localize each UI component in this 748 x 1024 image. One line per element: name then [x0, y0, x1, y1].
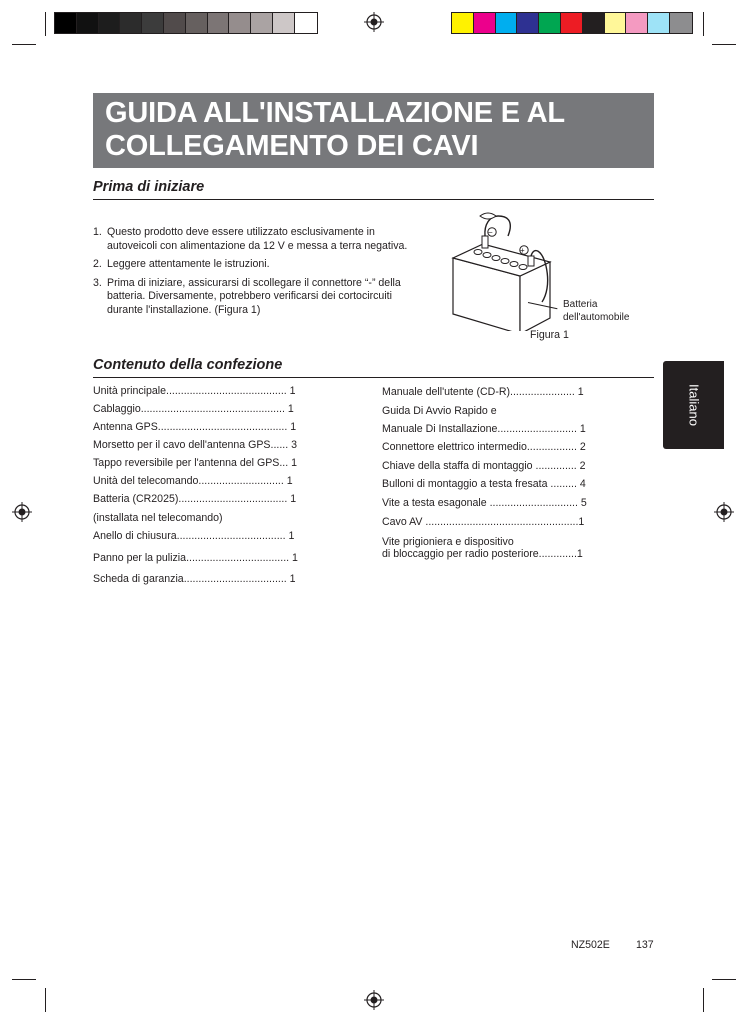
contents-item-quantity: ..................................... 1	[178, 493, 297, 505]
contents-item-quantity: ......................................... 1	[166, 385, 296, 397]
crop-mark	[703, 12, 704, 36]
contents-item	[93, 573, 296, 585]
contents-item-quantity: ................................... 1	[183, 573, 296, 585]
contents-item	[93, 493, 296, 505]
contents-item	[93, 421, 296, 433]
color-swatch	[583, 13, 605, 33]
figure-label-line-2: dell'automobile	[563, 311, 630, 323]
contents-item-quantity: .............1	[538, 548, 583, 560]
contents-item-label: Scheda di garanzia	[93, 573, 184, 585]
step-item	[93, 277, 423, 318]
step-number: 3.	[93, 276, 102, 289]
color-swatch	[164, 13, 186, 33]
color-calibration-bar	[451, 12, 693, 34]
contents-item-label: Unità del telecomando	[93, 475, 199, 487]
model-number: NZ502E	[571, 939, 610, 951]
contents-item-label: Batteria (CR2025)	[93, 493, 179, 505]
contents-item-label: Unità principale	[93, 385, 167, 397]
contents-item	[382, 478, 586, 490]
section-heading-before-start	[93, 178, 654, 200]
step-text: Leggere attentamente le istruzioni.	[107, 258, 270, 270]
contents-item-quantity: ................................... 1	[186, 552, 298, 564]
color-swatch	[561, 13, 583, 33]
contents-item-quantity: .............. 2	[532, 460, 586, 472]
crop-mark	[12, 44, 36, 45]
contents-item	[382, 386, 584, 398]
contents-item	[382, 441, 586, 453]
contents-item-label: Bulloni di montaggio a testa fresata	[382, 478, 548, 490]
registration-mark-icon	[12, 502, 32, 522]
color-swatch	[55, 13, 77, 33]
contents-item	[93, 475, 293, 487]
step-text: Questo prodotto deve essere utilizzato esclusivamente in autoveicoli con alimentazione da 12 V e messa a terra negativa.	[107, 226, 408, 252]
contents-item-quantity: ................. 2	[526, 441, 586, 453]
crop-mark	[45, 988, 46, 1012]
color-swatch	[229, 13, 251, 33]
contents-item-quantity: ..................................... 1	[176, 530, 295, 542]
contents-item	[93, 439, 297, 451]
section-heading-text: Prima di iniziare	[93, 179, 205, 195]
color-swatch	[142, 13, 164, 33]
contents-item-label: Morsetto per il cavo dell'antenna GPS	[93, 439, 271, 451]
figure-label-line-1: Batteria	[563, 299, 598, 310]
contents-item-quantity: ............................. 1	[198, 475, 293, 487]
language-tab	[663, 361, 724, 449]
contents-item-label: Antenna GPS	[93, 421, 158, 433]
contents-item-quantity: ........................... 1	[497, 423, 586, 435]
contents-item-quantity: ...................... 1	[510, 386, 584, 398]
contents-item	[93, 403, 294, 415]
minus-symbol: −	[488, 228, 493, 237]
step-number: 2.	[93, 258, 102, 270]
contents-item	[382, 405, 497, 417]
color-swatch	[648, 13, 670, 33]
contents-item-label: Anello di chiusura	[93, 530, 177, 542]
contents-item	[382, 516, 584, 528]
crop-mark	[12, 979, 36, 980]
contents-item-quantity: ...... 3	[270, 439, 298, 451]
color-swatch	[605, 13, 627, 33]
contents-item	[382, 536, 514, 548]
contents-item	[382, 460, 586, 472]
contents-item-quantity: ............................................ 1	[157, 421, 297, 433]
step-number: 1.	[93, 226, 102, 238]
crop-mark	[45, 12, 46, 36]
contents-item-label: di bloccaggio per radio posteriore	[382, 548, 539, 560]
step-item	[93, 258, 423, 272]
color-swatch	[120, 13, 142, 33]
color-swatch	[452, 13, 474, 33]
contents-item	[93, 512, 223, 524]
figure-caption: Figura 1	[530, 329, 569, 341]
contents-item-label: Cablaggio	[93, 403, 141, 415]
color-swatch	[273, 13, 295, 33]
color-swatch	[186, 13, 208, 33]
crop-mark	[703, 988, 704, 1012]
contents-item-label: Vite prigioniera e dispositivo	[382, 536, 514, 548]
color-swatch	[474, 13, 496, 33]
color-swatch	[626, 13, 648, 33]
contents-item	[382, 497, 587, 509]
contents-item	[93, 457, 297, 469]
color-swatch	[208, 13, 230, 33]
contents-item-quantity: ................................................. 1	[140, 403, 294, 415]
registration-mark-icon	[364, 12, 384, 32]
section-heading-text: Contenuto della confezione	[93, 357, 283, 373]
contents-item-label: Manuale dell'utente (CD-R)	[382, 386, 511, 398]
contents-item	[382, 548, 583, 560]
car-battery-icon	[450, 206, 580, 331]
crop-mark	[712, 979, 736, 980]
color-swatch	[539, 13, 561, 33]
color-swatch	[517, 13, 539, 33]
contents-item-quantity: ......... 4	[547, 478, 586, 490]
color-swatch	[251, 13, 273, 33]
contents-item	[93, 385, 296, 397]
contents-item-quantity: .............................. 5	[486, 497, 587, 509]
color-swatch	[496, 13, 518, 33]
page-title-banner	[93, 93, 654, 168]
contents-item-quantity: ... 1	[279, 457, 298, 469]
step-text: Prima di iniziare, assicurarsi di scollegare il connettore “-” della batteria. Diversamente, potrebbero verificarsi dei cortocircuiti durante l'installazione. (Figura 1)	[107, 276, 401, 316]
grayscale-calibration-bar	[54, 12, 318, 34]
contents-item-label: Guida Di Avvio Rapido e	[382, 405, 497, 417]
crop-mark	[712, 44, 736, 45]
color-swatch	[295, 13, 317, 33]
contents-item-label: Manuale Di Installazione	[382, 423, 498, 435]
color-swatch	[77, 13, 99, 33]
contents-item-label: (installata nel telecomando)	[93, 512, 223, 524]
before-start-steps	[93, 226, 423, 322]
contents-item	[93, 552, 298, 564]
contents-item-label: Chiave della staffa di montaggio	[382, 460, 533, 472]
section-heading-package-contents	[93, 356, 654, 378]
contents-item	[382, 423, 586, 435]
figure-label	[563, 299, 629, 324]
color-swatch	[99, 13, 121, 33]
page-title-line-1: GUIDA ALL'INSTALLAZIONE E AL	[105, 97, 565, 129]
step-item	[93, 226, 423, 253]
page-title-line-2: COLLEGAMENTO DEI CAVI	[105, 130, 479, 162]
contents-item-label: Tappo reversibile per l'antenna del GPS	[93, 457, 280, 469]
contents-item-label: Connettore elettrico intermedio	[382, 441, 527, 453]
plus-symbol: +	[520, 246, 525, 255]
registration-mark-icon	[364, 990, 384, 1010]
contents-item-label: Vite a testa esagonale	[382, 497, 487, 509]
color-swatch	[670, 13, 692, 33]
contents-item-label: Cavo AV	[382, 516, 423, 528]
page-number: 137	[636, 939, 654, 951]
contents-item	[93, 530, 294, 542]
language-tab-label: Italiano	[686, 384, 701, 426]
contents-item-label: Panno per la pulizia	[93, 552, 187, 564]
figure-1	[440, 206, 640, 346]
contents-item-quantity: ....................................................1	[422, 516, 585, 528]
registration-mark-icon	[714, 502, 734, 522]
